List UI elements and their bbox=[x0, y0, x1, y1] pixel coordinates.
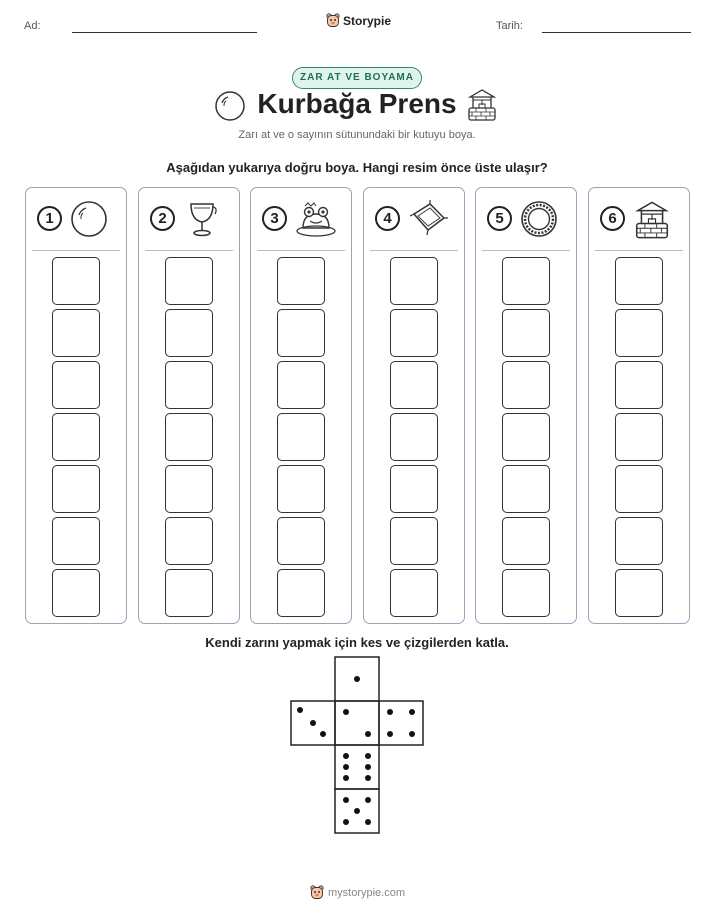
date-label: Tarih: bbox=[496, 20, 523, 32]
column-number: 1 bbox=[37, 206, 62, 231]
color-box[interactable] bbox=[165, 569, 213, 617]
color-box[interactable] bbox=[502, 569, 550, 617]
name-line[interactable] bbox=[72, 32, 257, 33]
date-line[interactable] bbox=[542, 32, 691, 33]
goblet-icon bbox=[183, 200, 221, 238]
footer bbox=[310, 885, 405, 901]
color-box[interactable] bbox=[52, 517, 100, 565]
color-box[interactable] bbox=[277, 309, 325, 357]
column-3 bbox=[250, 187, 352, 624]
column-6 bbox=[588, 187, 690, 624]
color-box[interactable] bbox=[390, 361, 438, 409]
color-box[interactable] bbox=[615, 569, 663, 617]
color-box[interactable] bbox=[277, 569, 325, 617]
well-icon bbox=[466, 88, 498, 122]
name-label: Ad: bbox=[24, 20, 41, 32]
color-box[interactable] bbox=[615, 465, 663, 513]
instruction: Aşağıdan yukarıya doğru boya. Hangi resim önce üste ulaşır? bbox=[166, 160, 548, 175]
color-box[interactable] bbox=[165, 257, 213, 305]
color-box[interactable] bbox=[165, 465, 213, 513]
title-row bbox=[0, 88, 714, 124]
color-box[interactable] bbox=[390, 517, 438, 565]
column-number: 5 bbox=[487, 206, 512, 231]
column-5 bbox=[475, 187, 577, 624]
fold-instruction: Kendi zarını yapmak için kes ve çizgilerden katla. bbox=[205, 635, 509, 650]
color-box[interactable] bbox=[615, 413, 663, 461]
color-box[interactable] bbox=[52, 361, 100, 409]
column-divider bbox=[145, 250, 233, 251]
pillow-icon bbox=[408, 200, 448, 238]
column-1 bbox=[25, 187, 127, 624]
brand-name: Storypie bbox=[343, 14, 392, 28]
column-number: 3 bbox=[262, 206, 287, 231]
subtitle: Zarı at ve o sayının sütunundaki bir kutuyu boya. bbox=[238, 129, 476, 141]
color-box[interactable] bbox=[390, 257, 438, 305]
dice-face-3 bbox=[291, 701, 335, 745]
color-box[interactable] bbox=[277, 413, 325, 461]
frog-icon bbox=[295, 200, 337, 238]
color-box[interactable] bbox=[52, 569, 100, 617]
color-box[interactable] bbox=[277, 465, 325, 513]
color-box[interactable] bbox=[502, 465, 550, 513]
column-divider bbox=[370, 250, 458, 251]
column-divider bbox=[32, 250, 120, 251]
dice-face-4 bbox=[379, 701, 423, 745]
color-box[interactable] bbox=[165, 413, 213, 461]
dice-face-center bbox=[335, 701, 379, 745]
footer-url[interactable]: mystorypie.com bbox=[328, 887, 406, 899]
column-divider bbox=[257, 250, 345, 251]
color-box[interactable] bbox=[165, 517, 213, 565]
color-box[interactable] bbox=[390, 309, 438, 357]
color-box[interactable] bbox=[615, 517, 663, 565]
dice-face-5 bbox=[335, 789, 379, 833]
mascot-icon bbox=[310, 885, 324, 901]
dice-face-1 bbox=[335, 657, 379, 701]
color-box[interactable] bbox=[52, 257, 100, 305]
color-box[interactable] bbox=[615, 257, 663, 305]
color-box[interactable] bbox=[502, 517, 550, 565]
color-box[interactable] bbox=[52, 309, 100, 357]
color-box[interactable] bbox=[502, 413, 550, 461]
color-box[interactable] bbox=[502, 257, 550, 305]
column-number: 2 bbox=[150, 206, 175, 231]
bubble-icon bbox=[70, 200, 108, 238]
column-number: 6 bbox=[600, 206, 625, 231]
ring-icon bbox=[520, 200, 558, 238]
well-icon bbox=[633, 200, 671, 240]
page-title: Kurbağa Prens bbox=[257, 88, 457, 119]
color-box[interactable] bbox=[615, 361, 663, 409]
color-box[interactable] bbox=[390, 569, 438, 617]
color-box[interactable] bbox=[615, 309, 663, 357]
color-box[interactable] bbox=[165, 361, 213, 409]
brand-logo bbox=[326, 13, 391, 29]
color-box[interactable] bbox=[502, 361, 550, 409]
column-divider bbox=[595, 250, 683, 251]
color-box[interactable] bbox=[502, 309, 550, 357]
color-box[interactable] bbox=[277, 517, 325, 565]
column-divider bbox=[482, 250, 570, 251]
column-number: 4 bbox=[375, 206, 400, 231]
color-box[interactable] bbox=[277, 361, 325, 409]
color-box[interactable] bbox=[277, 257, 325, 305]
color-box[interactable] bbox=[390, 413, 438, 461]
color-box[interactable] bbox=[165, 309, 213, 357]
dice-face-6 bbox=[335, 745, 379, 789]
mascot-icon bbox=[326, 13, 340, 29]
activity-badge: ZAR AT VE BOYAMA bbox=[292, 67, 422, 89]
color-box[interactable] bbox=[52, 465, 100, 513]
color-box[interactable] bbox=[390, 465, 438, 513]
column-2 bbox=[138, 187, 240, 624]
column-4 bbox=[363, 187, 465, 624]
color-box[interactable] bbox=[52, 413, 100, 461]
